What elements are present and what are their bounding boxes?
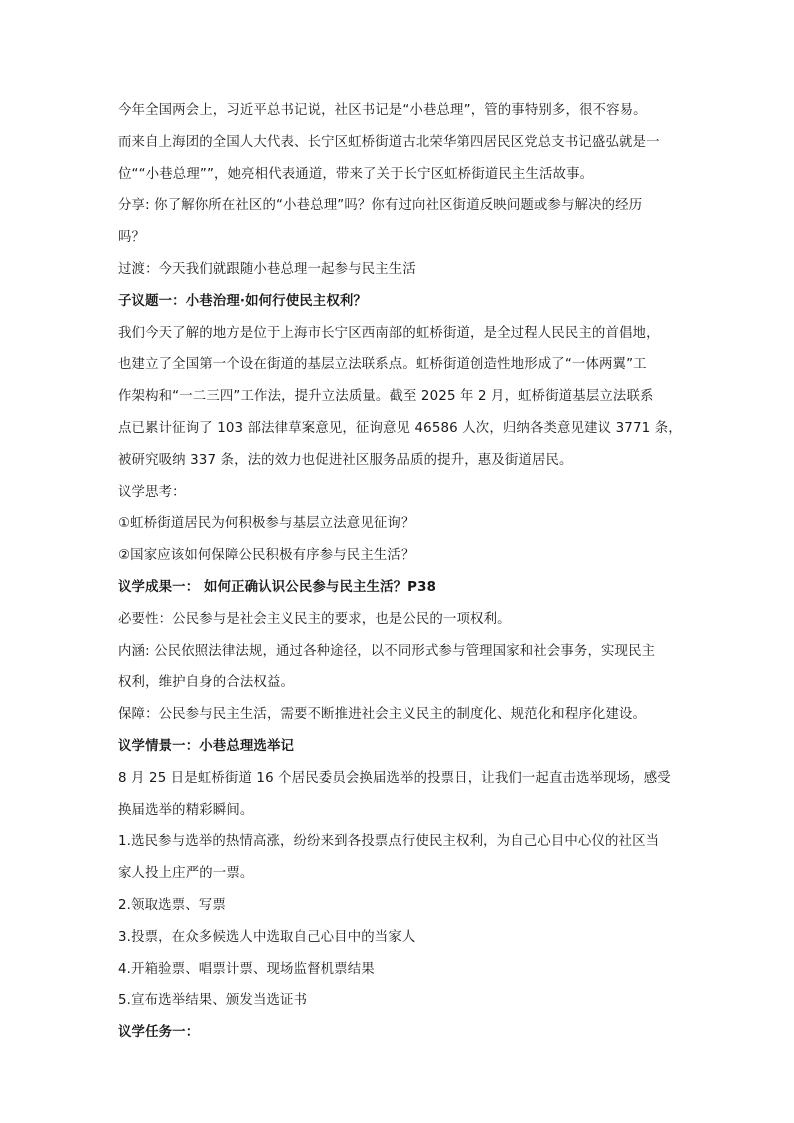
topic1-para-line-2: 也建立了全国第一个设在街道的基层立法联系点。虹桥街道创造性地形成了“一体两翼”工: [118, 357, 647, 373]
step-2: 2.领取选票、写票: [118, 897, 226, 913]
scenario1-intro-line-2: 换届选举的精彩瞬间。: [118, 802, 254, 818]
step-5: 5.宣布选举结果、颁发当选证书: [118, 993, 308, 1009]
topic1-para-line-1: 我们今天了解的地方是位于上海市长宁区西南部的虹桥街道，是全过程人民民主的首倡地，: [118, 325, 660, 341]
share-line-2: 吗？: [118, 230, 146, 246]
transition-text: 过渡：今天我们就跟随小巷总理一起参与民主生活: [118, 261, 416, 277]
result1-heading: 议学成果一： 如何正确认识公民参与民主生活？P38: [118, 579, 437, 595]
step-1-line-2: 家人投上庄严的一票。: [118, 866, 254, 882]
scenario1-heading: 议学情景一：小巷总理选举记: [118, 738, 295, 754]
step-3: 3.投票，在众多候选人中选取自己心目中的当家人: [118, 929, 416, 945]
connotation-line-2: 权利，维护自身的合法权益。: [118, 675, 295, 691]
step-1-line-1: 1.选民参与选举的热情高涨，纷纷来到各投票点行使民主权利，为自己心目中心仪的社区当: [118, 834, 660, 850]
step-4: 4.开箱验票、唱票计票、现场监督机票结果: [118, 961, 375, 977]
guarantee-text: 保障：公民参与民主生活，需要不断推进社会主义民主的制度化、规范化和程序化建设。: [118, 707, 647, 723]
topic1-para-line-5: 被研究吸纳 337 条，法的效力也促进社区服务品质的提升，惠及街道居民。: [118, 452, 573, 468]
connotation-line-1: 内涵: 公民依照法律法规，通过各种途径，以不同形式参与管理国家和社会事务，实现民主: [118, 643, 656, 659]
share-line-1: 分享: 你了解你所在社区的“小巷总理”吗？你有过向社区街道反映问题或参与解决的经历: [118, 198, 643, 214]
task1-heading: 议学任务一：: [118, 1025, 200, 1041]
question-1: ①虹桥街道居民为何积极参与基层立法意见征询？: [118, 516, 415, 532]
necessity-text: 必要性：公民参与是社会主义民主的要求，也是公民的一项权利。: [118, 611, 511, 627]
thinking-label: 议学思考：: [118, 484, 186, 500]
question-2: ②国家应该如何保障公民积极有序参与民主生活？: [118, 548, 415, 564]
intro-line-3: 位““小巷总理””，她亮相代表通道，带来了关于长宁区虹桥街道民主生活故事。: [118, 166, 594, 182]
topic1-para-line-4: 点已累计征询了 103 部法律草案意见，征询意见 46586 人次，归纳各类意见建议 3771 条，: [118, 420, 682, 436]
intro-line-1: 今年全国两会上，习近平总书记说，社区书记是“小巷总理”，管的事特别多，很不容易。: [118, 103, 647, 118]
document-page: [118, 95, 682, 1049]
intro-line-2: 而来自上海团的全国人大代表、长宁区虹桥街道古北荣华第四居民区党总支书记盛弘就是一: [118, 134, 660, 150]
topic1-heading: 子议题一：小巷治理·如何行使民主权利？: [118, 293, 367, 309]
scenario1-intro-line-1: 8 月 25 日是虹桥街道 16 个居民委员会换届选举的投票日，让我们一起直击选举现场，感受: [118, 770, 671, 786]
topic1-para-line-3: 作架构和“一二三四”工作法，提升立法质量。截至 2025 年 2 月，虹桥街道基层立法联系: [118, 389, 654, 405]
